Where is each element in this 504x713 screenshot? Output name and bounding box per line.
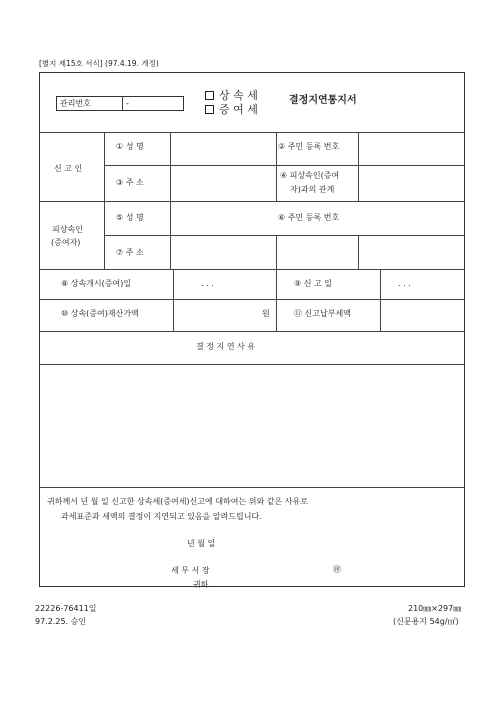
notice-line-2: 과세표준과 세액의 결정이 지연되고 있음을 알려드립니다. bbox=[61, 512, 262, 521]
tax-type-inheritance-label: 상 속 세 bbox=[219, 89, 258, 102]
tax-type-gift bbox=[205, 104, 258, 115]
filer-address-label: ③ 주 소 bbox=[116, 178, 144, 187]
seal-mark: ㊞ bbox=[333, 565, 341, 574]
tax-amount-label: ⑪ 신고납부세액 bbox=[294, 309, 351, 318]
won-unit: 원 bbox=[262, 309, 270, 318]
decedent-name-label: ⑤ 성 명 bbox=[116, 213, 144, 222]
checkbox-icon bbox=[205, 105, 214, 114]
tax-type-inheritance bbox=[205, 90, 258, 101]
filer-name-label: ① 성 명 bbox=[116, 142, 144, 151]
document-title: 결정지연통지서 bbox=[289, 95, 357, 106]
property-value-label: ⑩ 상속(증여)재산가액 bbox=[61, 309, 139, 318]
footer-code: 22226-76411일 bbox=[35, 604, 97, 613]
decedent-section-label-1: 피상속인 bbox=[52, 225, 83, 234]
footer-approval: 97.2.25. 승인 bbox=[35, 617, 87, 626]
notice-date: 년 월 일 bbox=[187, 539, 216, 548]
checkbox-icon bbox=[205, 91, 214, 100]
management-number-label: 관리번호 bbox=[60, 99, 91, 108]
report-date-value: . . . bbox=[398, 279, 411, 288]
filer-section-label: 신 고 인 bbox=[54, 164, 83, 173]
notice-line-1: 귀하께서 년 월 일 신고한 상속세(증여세)신고에 대하여는 위와 같은 사유로 bbox=[47, 497, 308, 506]
start-date-label: ⑧ 상속개시(증여)일 bbox=[61, 279, 132, 288]
decedent-section-label-2: (증여자) bbox=[51, 238, 81, 247]
management-number-value: - bbox=[126, 99, 129, 108]
tax-office-chief: 세 무 서 장 bbox=[171, 566, 210, 575]
footer-paper: (신문용지 54g/㎡) bbox=[393, 617, 459, 626]
decedent-rrn-label: ⑥ 주민 등록 번호 bbox=[278, 213, 340, 222]
report-date-label: ⑨ 신 고 일 bbox=[294, 279, 332, 288]
decedent-address-label: ⑦ 주 소 bbox=[116, 248, 144, 257]
filer-relation-label-1: ④ 피상속인(증여 bbox=[280, 171, 340, 180]
filer-rrn-label: ② 주민 등록 번호 bbox=[278, 142, 340, 151]
filer-relation-label-2: 자)과의 관계 bbox=[290, 185, 335, 194]
footer-size: 210㎜×297㎜ bbox=[408, 604, 462, 613]
tax-type-gift-label: 증 여 세 bbox=[219, 103, 258, 116]
addressee: 귀하 bbox=[193, 580, 209, 589]
start-date-value: . . . bbox=[201, 279, 214, 288]
form-reference: [별지 제15호 서식] (97.4.19. 개정) bbox=[39, 59, 159, 68]
reason-header: 결 정 지 연 사 유 bbox=[196, 342, 256, 351]
form-frame bbox=[39, 72, 465, 587]
